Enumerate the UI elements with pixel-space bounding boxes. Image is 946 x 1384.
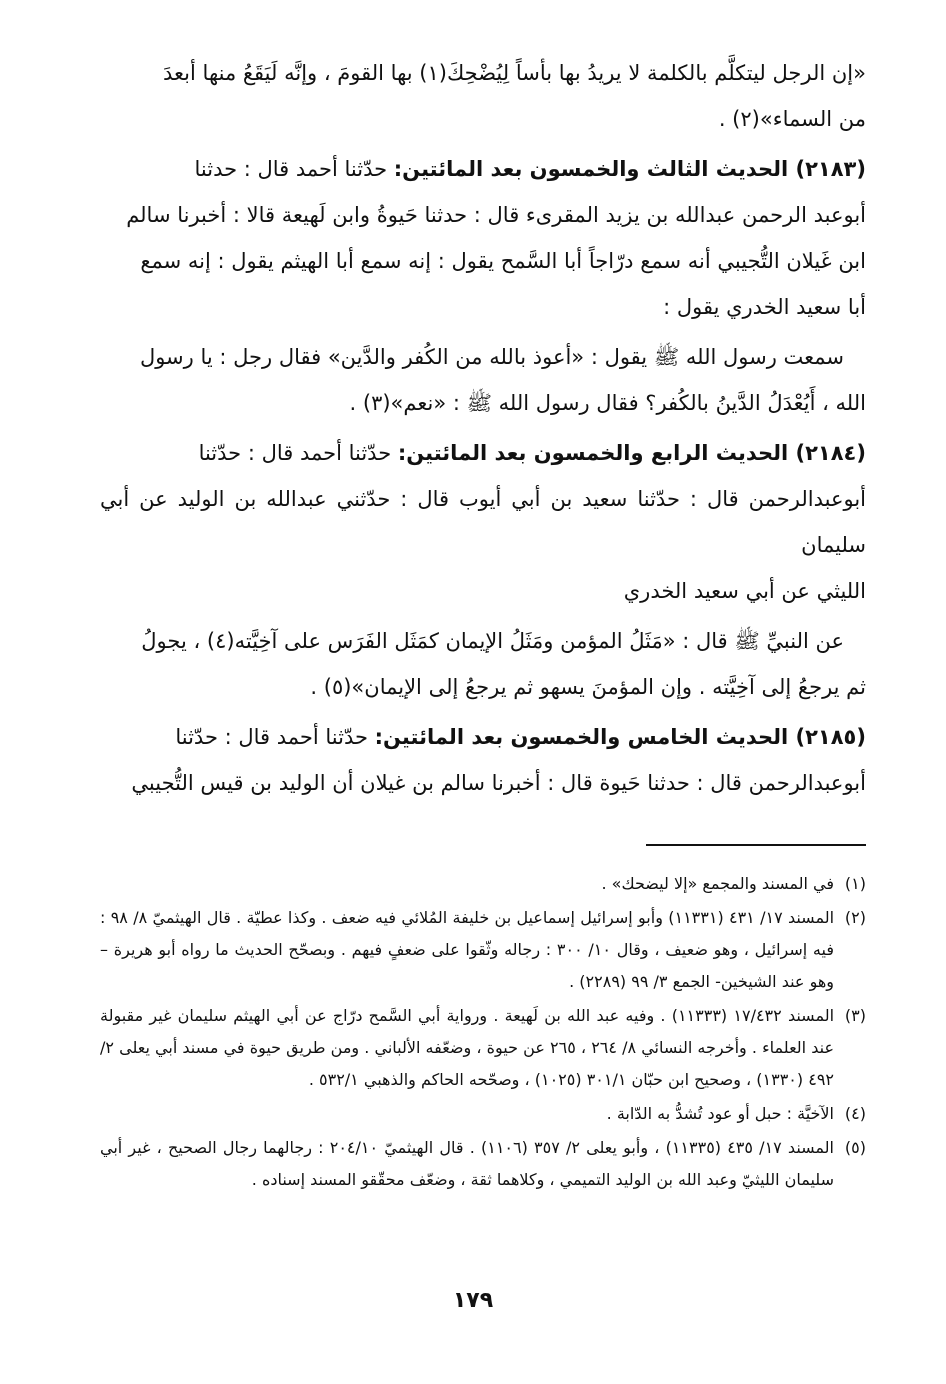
footnote-4 <box>100 1098 866 1130</box>
paragraph-line: «إن الرجل ليتكلَّم بالكلمة لا يريدُ بها بأساً لِيُضْحِكَ(١) بها القومَ ، وإنَّه لَيَقَعُ منها أبعدَ <box>163 61 866 85</box>
footnote-5 <box>100 1132 866 1196</box>
hadith-2183-line-2: أبوعبد الرحمن عبدالله بن يزيد المقرىء قال : حدثنا حَيوةُ وابن لَهيعة قالا : أخبرنا سالم <box>126 203 866 227</box>
hadith-2184-chain: حدّثنا أحمد قال : حدّثنا <box>198 441 398 465</box>
hadith-2184-line-3: الليثي عن أبي سعيد الخدري <box>623 579 866 603</box>
footnote-divider <box>646 844 866 846</box>
hadith-2183-chain: حدّثنا أحمد قال : حدثنا <box>194 157 394 181</box>
footnote-text: المسند ١٧/٤٣٢ (١١٣٣٣) . وفيه عبد الله بن لَهيعة . ورواية أبي السَّمح درّاج عن أبي الهيثم سليمان غير مقبولة عند العلماء . وأخرجه النسائي ٨/ ٢٦٤ ، ٢٦٥ عن حيوة ، وضعّفه الألباني . ومن طريق حيوة في مسند أبي يعلى ٢/ ٤٩٢ (١٣٣٠) ، وصحيح ابن حبّان ٣٠١/١ (١٠٢٥) ، وصحّحه الحاكم والذهبي ٥٣٢/١ . <box>100 1006 835 1089</box>
footnote-3 <box>100 1000 866 1096</box>
hadith-2184-line-1 <box>100 430 866 476</box>
footnote-number: (١) <box>844 874 866 893</box>
hadith-2185-line-1 <box>100 714 866 760</box>
book-page <box>100 50 866 1198</box>
footnote-number: (٤) <box>844 1104 866 1123</box>
footnote-2 <box>100 902 866 998</box>
hadith-2184-heading: (٢١٨٤) الحديث الرابع والخمسون بعد المائتين: <box>397 441 866 465</box>
footnote-text: المسند ١٧/ ٤٣٥ (١١٣٣٥) ، وأبو يعلى ٢/ ٣٥٧ (١١٠٦) . قال الهيثميّ ٢٠٤/١٠ : رجالهما رجال الصحيح ، غير أبي سليمان الليثيّ وعبد الله بن الوليد التميمي ، وكلاهما ثقة ، وضعّف محقّقو المسند إسناده . <box>100 1138 834 1189</box>
footnote-number: (٣) <box>844 1006 866 1025</box>
hadith-2184-line-2: أبوعبدالرحمن قال : حدّثنا سعيد بن أبي أيوب قال : حدّثني عبدالله بن الوليد عن أبي سليمان <box>100 487 866 557</box>
footnote-text: الآخيَّة : حبل أو عود تُشدُّ به الدّابة . <box>606 1104 834 1123</box>
footnote-text: المسند ١٧/ ٤٣١ (١١٣٣١) وأبو إسرائيل إسماعيل بن خليفة المُلائي فيه ضعف . وكذا عطيّة . قال الهيثميّ ٨/ ٩٨ : فيه إسرائيل ، وهو ضعيف ، وقال ١٠/ ٣٠٠ : رجاله وثّقوا على ضعفٍ فيهم . وبصحّح الحديث ما رواه أبو هريرة – وهو عند الشيخين- الجمع ٣/ ٩٩ (٢٢٨٩) . <box>100 908 835 991</box>
main-text <box>100 50 866 806</box>
footnote-number: (٢) <box>844 908 866 927</box>
hadith-2185-heading: (٢١٨٥) الحديث الخامس والخمسون بعد المائتين: <box>374 725 866 749</box>
paragraph-line: من السماء»(٢) . <box>718 107 866 131</box>
hadith-2183-line-1 <box>100 146 866 192</box>
hadith-2184-text-2: ثم يرجعُ إلى آخِيَّته . وإن المؤمنَ يسهو ثم يرجعُ إلى الإيمان»(٥) . <box>310 675 866 699</box>
hadith-2184-text-1: عن النبيِّ ﷺ قال : «مَثَلُ المؤمن ومَثَلُ الإيمان كمَثَل الفَرَس على آخِيَّته(٤) ، يجولُ <box>141 629 844 653</box>
footnotes <box>100 868 866 1196</box>
hadith-2185-line-2: أبوعبدالرحمن قال : حدثنا حَيوة قال : أخبرنا سالم بن غيلان أن الوليد بن قيس التُّجيبي <box>131 771 866 795</box>
footnote-number: (٥) <box>844 1138 866 1157</box>
footnote-1 <box>100 868 866 900</box>
hadith-2183-heading: (٢١٨٣) الحديث الثالث والخمسون بعد المائتين: <box>393 157 866 181</box>
hadith-2185-chain: حدّثنا أحمد قال : حدّثنا <box>175 725 375 749</box>
hadith-2183-line-3: ابن غَيلان التُّجيبي أنه سمع درّاجاً أبا السَّمح يقول : إنه سمع أبا الهيثم يقول : إنه سمع <box>140 249 866 273</box>
hadith-2183-text-1: سمعت رسول الله ﷺ يقول : «أعوذ بالله من الكُفر والدَّين» فقال رجل : يا رسول <box>139 345 844 369</box>
hadith-2183-line-4: أبا سعيد الخدري يقول : <box>663 295 866 319</box>
hadith-2183-text-2: الله ، أَيُعْدَلُ الدَّينُ بالكُفر؟ فقال رسول الله ﷺ : «نعم»(٣) . <box>349 391 866 415</box>
page-number: ١٧٩ <box>452 1288 494 1313</box>
footnote-text: في المسند والمجمع «إلا ليضحك» . <box>601 874 834 893</box>
